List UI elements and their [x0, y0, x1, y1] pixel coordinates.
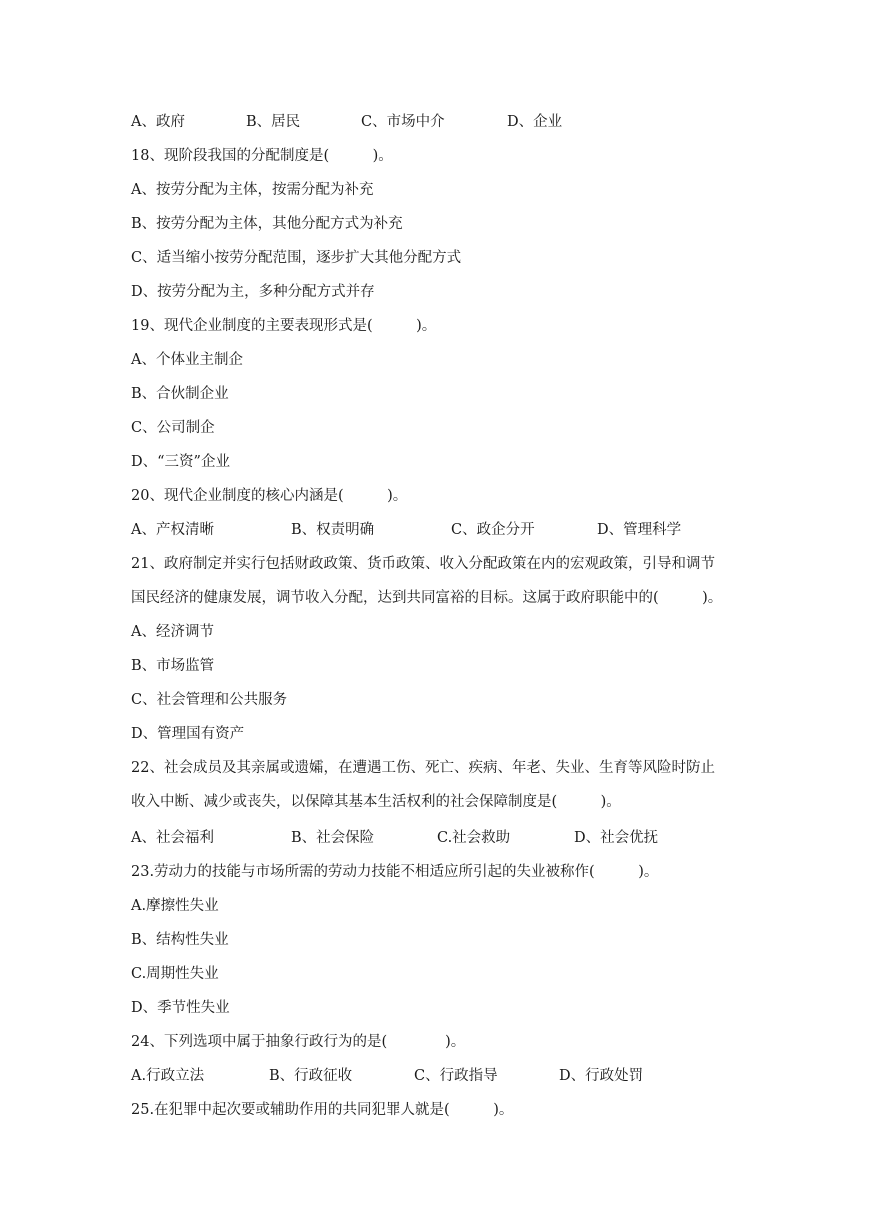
- q19-option-a: A、个体业主制企: [131, 352, 243, 368]
- q19-stem: 19、现代企业制度的主要表现形式是( )。: [131, 318, 437, 334]
- q19-option-c: C、公司制企: [131, 420, 215, 436]
- q19-option-b: B、合伙制企业: [131, 386, 229, 402]
- q24-option-c: C、行政指导: [414, 1068, 498, 1084]
- q22-stem-line2: 收入中断、减少或丧失，以保障其基本生活权利的社会保障制度是( )。: [131, 794, 621, 810]
- q23-option-a: A.摩擦性失业: [131, 898, 219, 914]
- q18-option-a: A、按劳分配为主体，按需分配为补充: [131, 182, 374, 198]
- q20-option-b: B、权责明确: [291, 522, 375, 538]
- q22-stem-line1: 22、社会成员及其亲属或遗孀，在遭遇工伤、死亡、疾病、年老、失业、生育等风险时防止: [131, 760, 715, 776]
- q23-option-d: D、季节性失业: [131, 1000, 230, 1016]
- q22-option-d: D、社会优抚: [574, 830, 659, 846]
- q18-option-d: D、按劳分配为主，多种分配方式并存: [131, 284, 375, 300]
- q23-stem: 23.劳动力的技能与市场所需的劳动力技能不相适应所引起的失业被称作( )。: [131, 864, 659, 880]
- q22-option-c: C.社会救助: [437, 830, 511, 846]
- q18-option-b: B、按劳分配为主体，其他分配方式为补充: [131, 216, 403, 232]
- q22-option-b: B、社会保险: [291, 830, 375, 846]
- q17-option-b: B、居民: [246, 114, 301, 130]
- q20-option-c: C、政企分开: [451, 522, 535, 538]
- q21-stem-line1: 21、政府制定并实行包括财政政策、货币政策、收入分配政策在内的宏观政策，引导和调节: [131, 556, 715, 572]
- q23-option-b: B、结构性失业: [131, 932, 229, 948]
- q18-option-c: C、适当缩小按劳分配范围，逐步扩大其他分配方式: [131, 250, 462, 266]
- q21-stem-line2: 国民经济的健康发展，调节收入分配，达到共同富裕的目标。这属于政府职能中的( )。: [131, 590, 723, 606]
- q22-option-a: A、社会福利: [131, 830, 214, 846]
- q24-option-a: A.行政立法: [131, 1068, 205, 1084]
- q17-option-d: D、企业: [507, 114, 563, 130]
- q20-option-d: D、管理科学: [597, 522, 682, 538]
- q21-option-a: A、经济调节: [131, 624, 214, 640]
- q24-option-d: D、行政处罚: [559, 1068, 644, 1084]
- q21-option-c: C、社会管理和公共服务: [131, 692, 288, 708]
- q21-option-d: D、管理国有资产: [131, 726, 245, 742]
- q25-stem: 25.在犯罪中起次要或辅助作用的共同犯罪人就是( )。: [131, 1102, 514, 1118]
- q24-stem: 24、下列选项中属于抽象行政行为的是( )。: [131, 1034, 466, 1050]
- q17-option-c: C、市场中介: [361, 114, 445, 130]
- q19-option-d: D、“三资”企业: [131, 454, 230, 470]
- q17-option-a: A、政府: [131, 114, 185, 130]
- q18-stem: 18、现阶段我国的分配制度是( )。: [131, 148, 393, 164]
- q23-option-c: C.周期性失业: [131, 966, 219, 982]
- q21-option-b: B、市场监管: [131, 658, 215, 674]
- q20-option-a: A、产权清晰: [131, 522, 214, 538]
- q24-option-b: B、行政征收: [269, 1068, 353, 1084]
- q20-stem: 20、现代企业制度的核心内涵是( )。: [131, 488, 408, 504]
